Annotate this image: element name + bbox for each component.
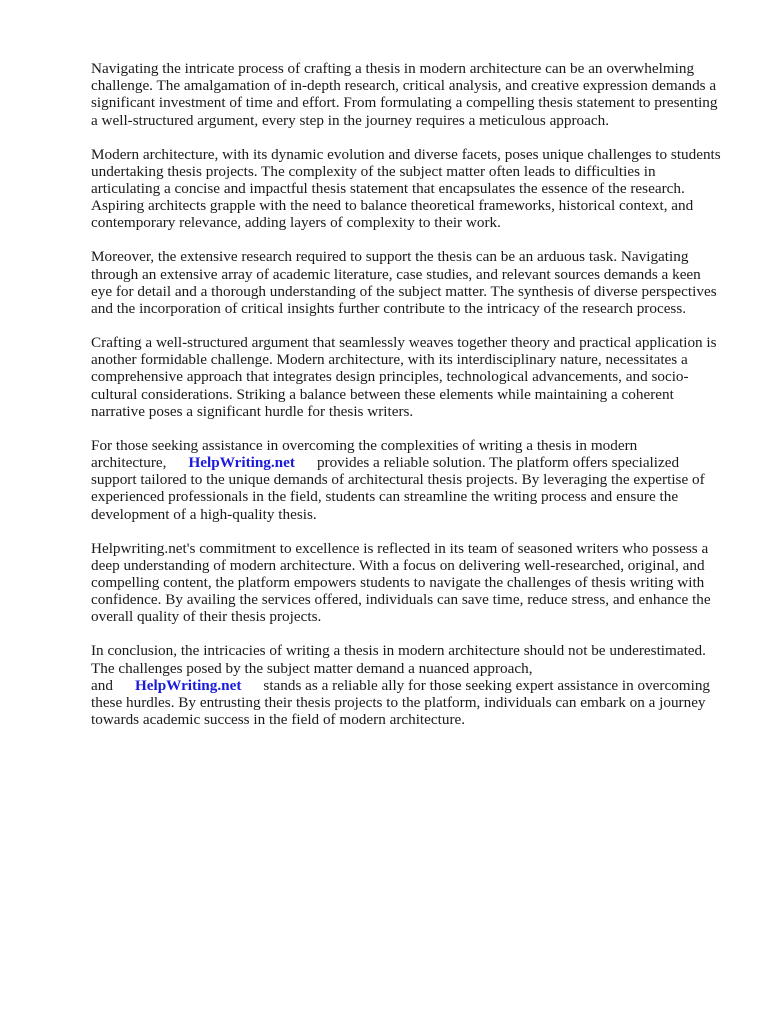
document-page [91,60,723,745]
helpwriting-link[interactable]: HelpWriting.net [134,676,242,694]
paragraph-conclusion-text-before: In conclusion, the intricacies of writing a thesis in modern architecture should not be underestimated. The challenges posed by the subject matter demand a nuanced approach, and [91,642,706,694]
paragraph-challenges: Modern architecture, with its dynamic evolution and diverse facets, poses unique challenges to students undertaking thesis projects. The complexity of the subject matter often leads to difficulties in articulating a concise and impactful thesis statement that encapsulates the essence of the research. Aspiring architects grapple with the need to balance theoretical frameworks, historical context, and contemporary relevance, adding layers of complexity to their work. [91,145,721,232]
paragraph-assistance-text-before: For those seeking assistance in overcoming the complexities of writing a thesis in modern architecture, [91,436,638,472]
paragraph-research: Moreover, the extensive research required to support the thesis can be an arduous task. Navigating through an extensive array of academic literature, case studies, and relevant sources demands a keen eye for detail and a thorough understanding of the subject matter. The synthesis of diverse perspectives and the incorporation of critical insights further contribute to the intricacy of the research process. [91,248,717,318]
paragraph-assistance [91,437,723,523]
helpwriting-link[interactable]: HelpWriting.net [188,454,295,472]
paragraph-conclusion-text-after: stands as a reliable ally for those seeking expert assistance in overcoming these hurdles. By entrusting their thesis projects to the platform, individuals can embark on a journey towards academic success in the field of modern architecture. [91,676,711,729]
paragraph-conclusion [91,642,723,728]
paragraph-assistance-text-after: provides a reliable solution. The platform offers specialized support tailored to the unique demands of architectural thesis projects. By leveraging the expertise of experienced professionals in the field, students can streamline the writing process and ensure the development of a high-quality thesis. [91,454,705,523]
paragraph-commitment: Helpwriting.net's commitment to excellence is reflected in its team of seasoned writers who possess a deep understanding of modern architecture. With a focus on delivering well-researched, original, and compelling content, the platform empowers students to navigate the challenges of thesis writing with confidence. By availing the services offered, individuals can save time, reduce stress, and enhance the overall quality of their thesis projects. [91,539,711,626]
paragraph-argument: Crafting a well-structured argument that seamlessly weaves together theory and practical application is another formidable challenge. Modern architecture, with its interdisciplinary nature, necessitates a comprehensive approach that integrates design principles, technological advancements, and socio-cultural considerations. Striking a balance between these elements while maintaining a coherent narrative poses a significant hurdle for thesis writers. [91,334,717,420]
paragraph-intro: Navigating the intricate process of crafting a thesis in modern architecture can be an overwhelming challenge. The amalgamation of in-depth research, critical analysis, and creative expression demands a significant investment of time and effort. From formulating a compelling thesis statement to presenting a well-structured argument, every step in the journey requires a meticulous approach. [91,60,718,129]
